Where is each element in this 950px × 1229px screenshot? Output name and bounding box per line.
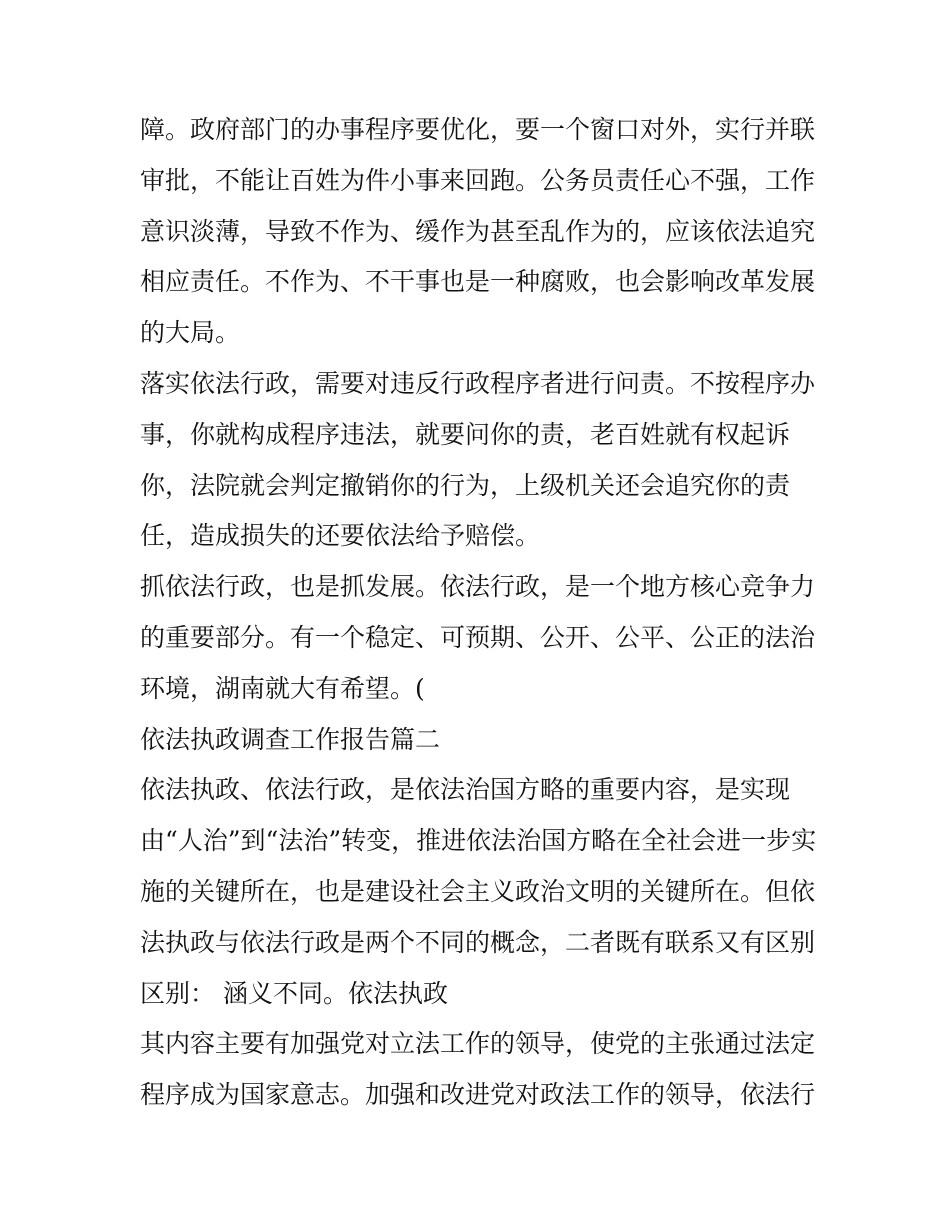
text-line: 施的关键所在，也是建设社会主义政治文明的关键所在。但依 bbox=[140, 876, 816, 906]
text-line: 法执政与依法行政是两个不同的概念，二者既有联系又有区别 bbox=[140, 927, 816, 957]
text-line: 其内容主要有加强党对立法工作的领导，使党的主张通过法定 bbox=[140, 1029, 816, 1059]
text-line: 障。政府部门的办事程序要优化，要一个窗口对外，实行并联 bbox=[140, 115, 816, 144]
text-line: 程序成为国家意志。加强和改进党对政法工作的领导，依法行 bbox=[140, 1080, 816, 1110]
document-body bbox=[140, 105, 830, 1121]
section-heading: 依法执政调查工作报告篇二 bbox=[140, 724, 441, 754]
text-line: 环境，湖南就大有希望。( bbox=[140, 673, 425, 703]
text-line: 任，造成损失的还要依法给予赔偿。 bbox=[140, 521, 541, 551]
text-line: 落实依法行政，需要对违反行政程序者进行问责。不按程序办 bbox=[140, 368, 816, 398]
text-line: 的大局。 bbox=[140, 318, 241, 348]
text-line: 你，法院就会判定撤销你的行为，上级机关还会追究你的责 bbox=[140, 470, 791, 500]
text-line: 由“人治”到“法治”转变，推进依法治国方略在全社会进一步实 bbox=[140, 826, 817, 856]
text-line: 的重要部分。有一个稳定、可预期、公开、公平、公正的法治 bbox=[140, 622, 816, 652]
text-line: 相应责任。不作为、不干事也是一种腐败，也会影响改革发展 bbox=[140, 267, 816, 297]
text-line: 意识淡薄，导致不作为、缓作为甚至乱作为的，应该依法追究 bbox=[140, 216, 816, 246]
text-line: 依法执政、依法行政，是依法治国方略的重要内容，是实现 bbox=[140, 775, 791, 805]
text-line: 审批，不能让百姓为件小事来回跑。公务员责任心不强，工作 bbox=[140, 165, 816, 195]
text-line: 抓依法行政，也是抓发展。依法行政，是一个地方核心竞争力 bbox=[140, 572, 816, 602]
text-line: 事，你就构成程序违法，就要问你的责，老百姓就有权起诉 bbox=[140, 419, 791, 449]
text-line: 区别： 涵义不同。依法执政 bbox=[140, 978, 448, 1008]
